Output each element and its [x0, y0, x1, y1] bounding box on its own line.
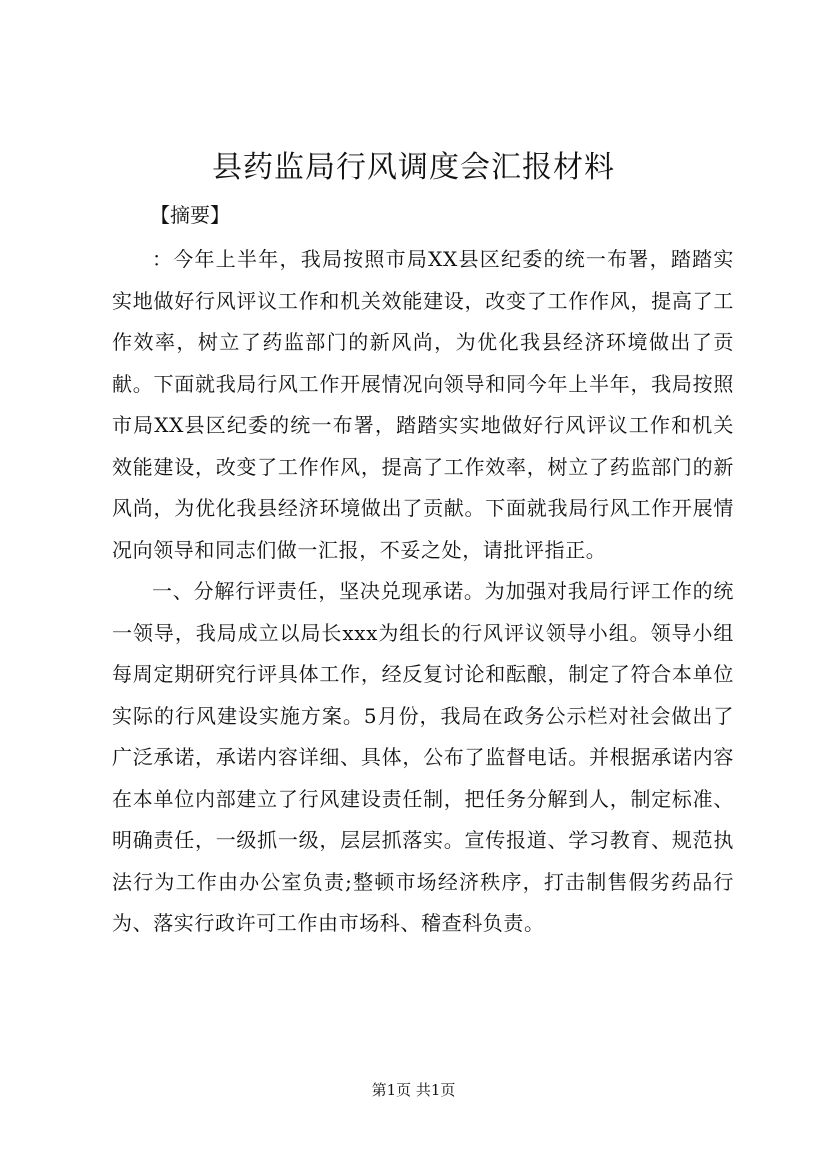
abstract-label: 【摘要】: [150, 203, 230, 227]
document-title: 县药监局行风调度会汇报材料: [212, 150, 615, 185]
page-footer: 第1页 共1页: [371, 1081, 456, 1099]
paragraph-section-1: 一、分解行评责任，坚决兑现承诺。为加强对我局行评工作的统一领导，我局成立以局长xxx为组长的行风评议领导小组。领导小组每周定期研究行评具体工作，经反复讨论和酝酿，制定了符合本单位实际的行风建设实施方案。5月份，我局在政务公示栏对社会做出了广泛承诺，承诺内容详细、具体，公布了监督电话。并根据承诺内容在本单位内部建立了行风建设责任制，把任务分解到人，制定标准、明确责任，一级抓一级，层层抓落实。宣传报道、学习教育、规范执法行为工作由办公室负责;整顿市场经济秩序，打击制售假劣药品行为、落实行政许可工作由市场科、稽查科负责。: [112, 579, 734, 935]
document-body: [112, 239, 734, 945]
paragraph-abstract: ：今年上半年，我局按照市局XX县区纪委的统一布署，踏踏实实地做好行风评议工作和机关效能建设，改变了工作作风，提高了工作效率，树立了药监部门的新风尚，为优化我县经济环境做出了贡献。下面就我局行风工作开展情况向领导和同今年上半年，我局按照市局XX县区纪委的统一布署，踏踏实实地做好行风评议工作和机关效能建设，改变了工作作风，提高了工作效率，树立了药监部门的新风尚，为优化我县经济环境做出了贡献。下面就我局行风工作开展情况向领导和同志们做一汇报，不妥之处，请批评指正。: [112, 247, 734, 562]
